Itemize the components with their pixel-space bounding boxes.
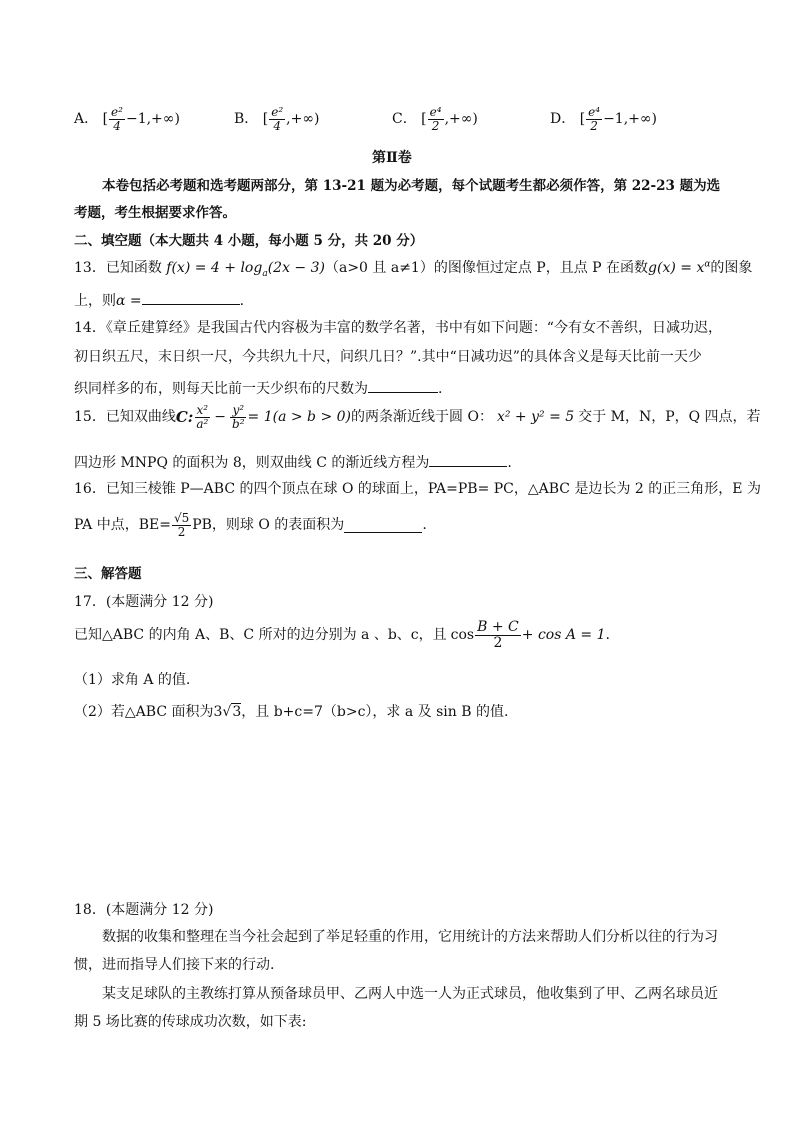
- denominator: 2: [590, 118, 598, 133]
- fraction: [428, 106, 444, 132]
- choice-b: [234, 106, 319, 132]
- q15-text: 15．已知双曲线: [74, 408, 176, 425]
- q15-end: .: [507, 455, 512, 471]
- question-16-line2: [74, 512, 427, 538]
- q14-text: 织同样多的布，则每天比前一天少织布的尺数为: [74, 381, 368, 397]
- q17-area-coef: 3: [213, 704, 223, 720]
- q15-text4: 四边形 MNPQ 的面积为 8，则双曲线 C 的渐近线方程为: [74, 455, 430, 471]
- answer-blank-14[interactable]: [368, 378, 438, 393]
- question-14-line2: 初日织五尺，末日织一尺，今共织九十尺，问织几日？”.其中“日减功迟”的具体含义是每天比前一天少: [74, 349, 702, 365]
- question-17-head: 17．(本题满分 12 分): [74, 594, 214, 610]
- choice-letter: C．: [392, 111, 417, 128]
- fraction: [586, 106, 602, 132]
- choice-letter: A．: [74, 111, 99, 128]
- numerator: B + C: [477, 619, 519, 635]
- question-18-p2-line1: 某支足球队的主教练打算从预备球员甲、乙两人中选一人为正式球员，他收集到了甲、乙两名球员近: [102, 986, 718, 1002]
- choice-tail: ,+∞): [286, 111, 320, 128]
- q13-exponent: α: [704, 259, 711, 270]
- question-17-stem: [74, 620, 610, 650]
- question-18-p1-line1: 数据的收集和整理在当今社会起到了举足轻重的作用，它用统计的方法来帮助人们分析以往的行为习: [102, 929, 718, 945]
- part-intro-line2: 考题，考生根据要求作答。: [74, 205, 236, 221]
- q15-condition: = 1(a > b > 0): [247, 408, 352, 425]
- q16-text2: PB，则球 O 的表面积为: [192, 516, 345, 533]
- q15-text3: 交于 M，N，P，Q 四点，若: [578, 408, 761, 425]
- question-15-line1: [74, 404, 761, 430]
- question-17-sub2: [74, 704, 508, 721]
- answer-blank-13[interactable]: [142, 290, 240, 305]
- q13-g-formula: g(x) = x: [648, 260, 705, 276]
- q13-log-base: a: [262, 268, 268, 279]
- question-13-line1: [74, 260, 752, 277]
- question-18-head: 18．(本题满分 12 分): [74, 902, 214, 918]
- numerator: e²: [111, 105, 123, 119]
- question-14-line1: 14．《章丘建算经》是我国古代内容极为丰富的数学名著，书中有如下问题：“今有女不善织，日减功迟，: [74, 320, 722, 336]
- numerator: y²: [232, 403, 245, 417]
- choice-tail: ,+∞): [444, 111, 478, 128]
- question-18-p1-line2: 惯，进而指导人们接下来的行动.: [74, 957, 275, 973]
- choice-tail: −1,+∞): [125, 111, 180, 128]
- q15-fraction-y: [230, 404, 247, 430]
- choice-tail: −1,+∞): [603, 111, 658, 128]
- question-15-line2: [74, 452, 512, 472]
- sqrt-symbol: √: [222, 704, 232, 720]
- q17-text: 已知△ABC 的内角 A、B、C 所对的边分别为 a 、b、c，且: [74, 626, 447, 643]
- q17-fraction: [475, 620, 521, 650]
- answer-blank-15[interactable]: [429, 452, 507, 467]
- q13-text3: 的图象: [710, 260, 753, 276]
- section-solve: 三、解答题: [74, 566, 142, 582]
- answer-blank-16[interactable]: [344, 518, 422, 533]
- q17-end: .: [605, 626, 610, 643]
- choice-d: [550, 106, 657, 132]
- fraction: [109, 106, 125, 132]
- part-intro-line1: 本卷包括必考题和选考题两部分，第 13-21 题为必考题，每个试题考生都必须作答，第 22-23 题为选: [102, 178, 721, 194]
- bracket: [: [262, 111, 269, 128]
- q16-text: PA 中点，BE=: [74, 516, 171, 533]
- choice-letter: B．: [234, 111, 259, 128]
- numerator: x²: [196, 403, 209, 417]
- q17-area-root: 3: [232, 704, 242, 720]
- denominator: 2: [431, 118, 440, 133]
- q17-sub2-text2: ，且 b+c=7（b>c），求 a 及 sin B 的值.: [241, 704, 509, 720]
- question-17-sub1: （1）求角 A 的值.: [74, 672, 191, 688]
- q13-formula: f(x) = 4 + log: [166, 260, 263, 276]
- q15-fraction-x: [194, 404, 210, 430]
- fraction: [269, 106, 285, 132]
- q16-fraction: [172, 512, 191, 538]
- numerator: e²: [271, 105, 284, 119]
- denominator: 4: [113, 118, 121, 133]
- q15-c: C:: [175, 408, 194, 427]
- bracket: [: [102, 111, 109, 128]
- q17-sub2-text: （2）若△ABC 面积为: [74, 704, 214, 720]
- numerator: √5: [173, 511, 190, 525]
- q17-cos: cos: [450, 626, 475, 643]
- q16-end: .: [422, 516, 427, 533]
- numerator: e⁴: [429, 105, 442, 119]
- q13-formula-arg: (2x − 3): [267, 260, 325, 276]
- question-13-line2: [74, 290, 244, 310]
- bracket: [: [579, 111, 586, 128]
- q14-end: .: [438, 381, 443, 397]
- question-18-p2-line2: 期 5 场比赛的传球成功次数，如下表:: [74, 1014, 307, 1030]
- q15-minus: −: [214, 408, 227, 425]
- q13-text: 13．已知函数: [74, 260, 162, 276]
- q13-text2: （a>0 且 a≠1）的图像恒过定点 P，且点 P 在函数: [324, 260, 649, 276]
- question-14-line3: [74, 378, 442, 398]
- denominator: 2: [177, 524, 186, 539]
- section-fill-blank: 二、填空题（本大题共 4 小题，每小题 5 分，共 20 分）: [74, 233, 424, 249]
- q13-text4: 上，则: [74, 293, 116, 309]
- choice-a: [74, 106, 180, 132]
- q13-end: .: [239, 293, 245, 309]
- question-16-line1: 16．已知三棱锥 P—ABC 的四个顶点在球 O 的球面上，PA=PB= PC，△ABC 是边长为 2 的正三角形，E 为: [74, 481, 761, 497]
- part-title: 第Ⅱ卷: [372, 150, 412, 166]
- q13-alpha: α =: [116, 293, 142, 309]
- bracket: [: [421, 111, 427, 128]
- choice-c: [392, 106, 478, 132]
- numerator: e⁴: [588, 105, 601, 119]
- q17-tail: + cos A = 1: [521, 626, 606, 643]
- denominator: 4: [273, 118, 281, 133]
- denominator: 2: [493, 634, 503, 651]
- choice-letter: D．: [550, 111, 576, 128]
- q15-text2: 的两条渐近线于圆 O：: [351, 408, 493, 425]
- denominator: a²: [196, 416, 209, 431]
- q15-circle: x² + y² = 5: [496, 408, 575, 425]
- denominator: b²: [232, 416, 245, 431]
